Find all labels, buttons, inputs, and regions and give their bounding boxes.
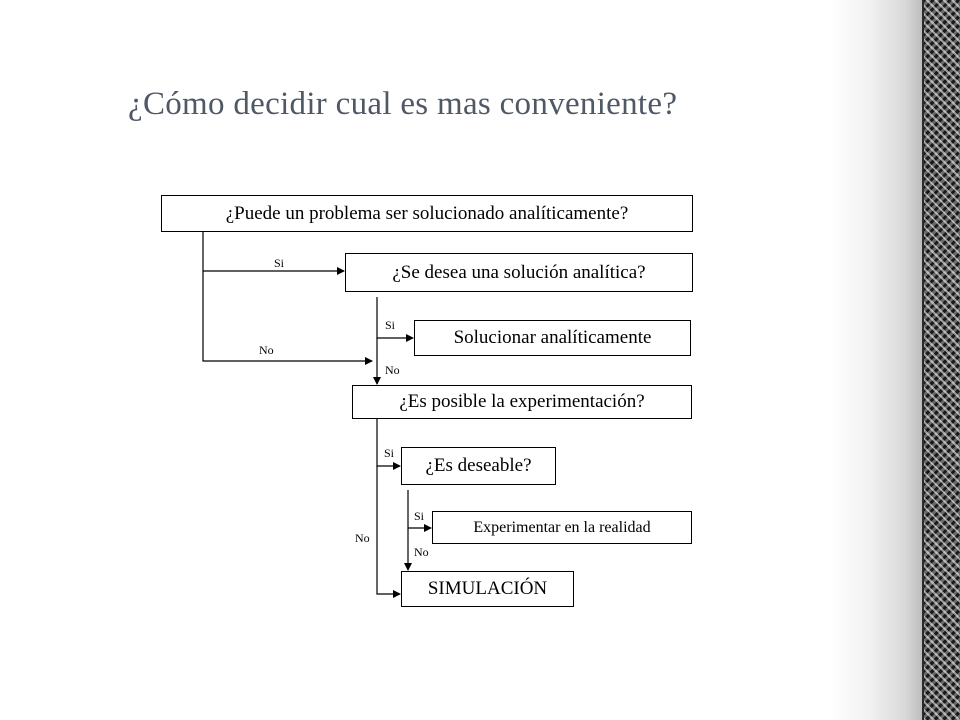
edge-label-si-2: Si [385, 318, 396, 332]
edge-label-no-3: No [355, 531, 370, 545]
edge-label-si-4: Si [414, 509, 425, 523]
node-experiment-in-reality: Experimentar en la realidad [432, 511, 692, 544]
node-solve-analytically: Solucionar analíticamente [414, 320, 691, 356]
slide-title: ¿Cómo decidir cual es mas conveniente? [128, 86, 678, 122]
edge-label-no-4: No [414, 545, 429, 559]
node-experimentation-possible: ¿Es posible la experimentación? [352, 385, 692, 419]
node-simulation: SIMULACIÓN [401, 571, 574, 607]
edge-label-si-3: Si [384, 446, 395, 460]
edge-label-no-2: No [385, 363, 400, 377]
node-can-solve-analytically: ¿Puede un problema ser solucionado analíticamente? [161, 195, 693, 232]
node-is-desirable: ¿Es deseable? [401, 447, 556, 485]
node-want-analytic-solution: ¿Se desea una solución analítica? [345, 253, 693, 292]
edge-label-no-1: No [259, 343, 274, 357]
connector-q3-no [377, 466, 400, 594]
edge-label-si-1: Si [274, 256, 285, 270]
